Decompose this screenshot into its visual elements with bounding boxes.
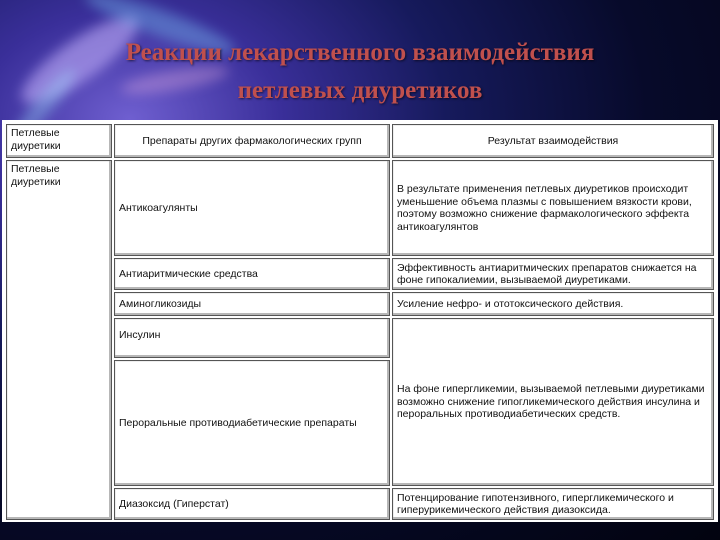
table-row-drug: Диазоксид (Гиперстат) [114,488,390,520]
header-col-other-drugs: Препараты других фармакологических групп [114,124,390,158]
table-row-result: Усиление нефро- и ототоксического действия. [392,292,714,316]
table-row-result: На фоне гипергликемии, вызываемой петлевыми диуретиками возможно снижение гипогликемического действия инсулина и пероральных противодиабетических средств. [392,318,714,486]
table-row-result: Эффективность антиаритмических препаратов снижается на фоне гипокалиемии, вызываемой диуретиками. [392,258,714,290]
table-row-result: Потенцирование гипотензивного, гипергликемического и гиперурикемического действия диазоксида. [392,488,714,520]
header-col-result: Результат взаимодействия [392,124,714,158]
header-col-loop-diuretics: Петлевые диуретики [6,124,112,158]
slide-title [20,34,700,110]
slide-title-line-2: петлевых диуретиков [237,77,483,104]
table-row-drug: Пероральные противодиабетические препараты [114,360,390,486]
interaction-table [2,120,718,522]
table-row-result: В результате применения петлевых диуретиков происходит уменьшение объема плазмы с повышением вязкости крови, поэтому возможно снижение фармакологического эффекта антикоагулянтов [392,160,714,256]
group-label-loop-diuretics: Петлевые диуретики [6,160,112,520]
table-row-drug: Антикоагулянты [114,160,390,256]
table-row-drug: Антиаритмические средства [114,258,390,290]
slide-title-line-1: Реакции лекарственного взаимодействия [125,39,595,66]
table-row-drug: Аминогликозиды [114,292,390,316]
table-row-drug: Инсулин [114,318,390,358]
